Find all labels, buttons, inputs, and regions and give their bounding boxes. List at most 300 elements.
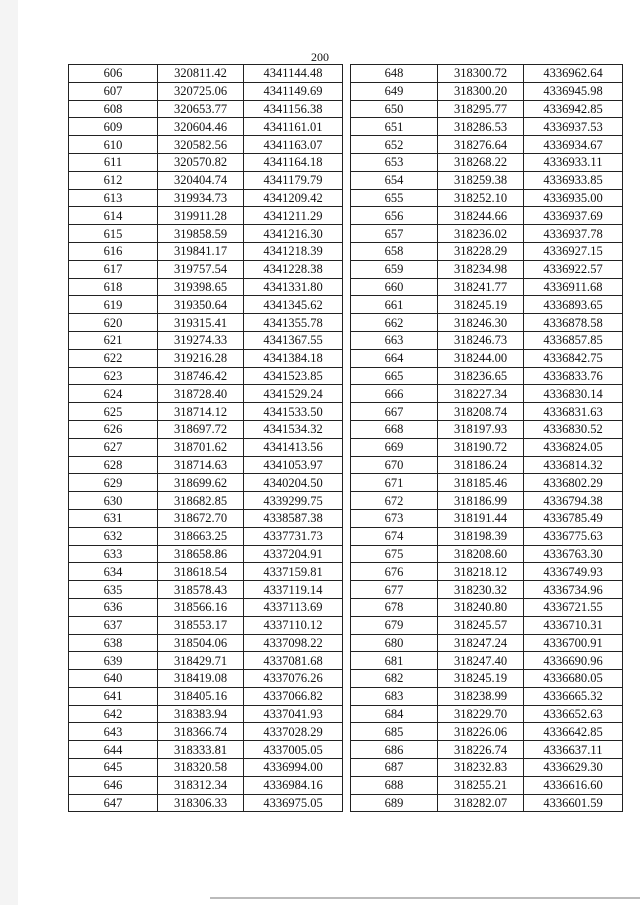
point-number-cell: 615 xyxy=(69,225,158,243)
table-row xyxy=(351,545,623,563)
y-coordinate-cell: 4336857.85 xyxy=(524,331,623,349)
table-row xyxy=(351,616,623,634)
x-coordinate-cell: 318295.77 xyxy=(438,100,524,118)
y-coordinate-cell: 4339299.75 xyxy=(244,492,343,510)
point-number-cell: 686 xyxy=(351,741,438,759)
point-number-cell: 614 xyxy=(69,207,158,225)
x-coordinate-cell: 320582.56 xyxy=(158,136,244,154)
x-coordinate-cell: 318663.25 xyxy=(158,527,244,545)
x-coordinate-cell: 319911.28 xyxy=(158,207,244,225)
point-number-cell: 632 xyxy=(69,527,158,545)
table-row xyxy=(351,100,623,118)
table-row xyxy=(351,314,623,332)
point-number-cell: 617 xyxy=(69,260,158,278)
point-number-cell: 683 xyxy=(351,687,438,705)
x-coordinate-cell: 318699.62 xyxy=(158,474,244,492)
y-coordinate-cell: 4336749.93 xyxy=(524,563,623,581)
y-coordinate-cell: 4336962.64 xyxy=(524,65,623,83)
table-row xyxy=(351,474,623,492)
point-number-cell: 678 xyxy=(351,598,438,616)
y-coordinate-cell: 4336775.63 xyxy=(524,527,623,545)
y-coordinate-cell: 4336700.91 xyxy=(524,634,623,652)
x-coordinate-cell: 318247.24 xyxy=(438,634,524,652)
table-row xyxy=(69,349,343,367)
table-row xyxy=(351,420,623,438)
table-row xyxy=(69,171,343,189)
point-number-cell: 618 xyxy=(69,278,158,296)
table-row xyxy=(351,385,623,403)
x-coordinate-cell: 318232.83 xyxy=(438,759,524,777)
y-coordinate-cell: 4336710.31 xyxy=(524,616,623,634)
point-number-cell: 645 xyxy=(69,759,158,777)
y-coordinate-cell: 4341149.69 xyxy=(244,82,343,100)
table-row xyxy=(69,598,343,616)
y-coordinate-cell: 4341331.80 xyxy=(244,278,343,296)
x-coordinate-cell: 318245.57 xyxy=(438,616,524,634)
point-number-cell: 670 xyxy=(351,456,438,474)
x-coordinate-cell: 318218.12 xyxy=(438,563,524,581)
table-row xyxy=(69,65,343,83)
point-number-cell: 631 xyxy=(69,509,158,527)
point-number-cell: 659 xyxy=(351,260,438,278)
x-coordinate-cell: 318186.99 xyxy=(438,492,524,510)
point-number-cell: 649 xyxy=(351,82,438,100)
table-row xyxy=(69,527,343,545)
x-coordinate-cell: 318300.20 xyxy=(438,82,524,100)
y-coordinate-cell: 4336831.63 xyxy=(524,403,623,421)
x-coordinate-cell: 319398.65 xyxy=(158,278,244,296)
x-coordinate-cell: 318208.74 xyxy=(438,403,524,421)
y-coordinate-cell: 4336830.14 xyxy=(524,385,623,403)
x-coordinate-cell: 318244.00 xyxy=(438,349,524,367)
x-coordinate-cell: 318208.60 xyxy=(438,545,524,563)
y-coordinate-cell: 4336945.98 xyxy=(524,82,623,100)
table-row xyxy=(69,670,343,688)
x-coordinate-cell: 318226.74 xyxy=(438,741,524,759)
y-coordinate-cell: 4337041.93 xyxy=(244,705,343,723)
y-coordinate-cell: 4337076.26 xyxy=(244,670,343,688)
table-row xyxy=(69,634,343,652)
point-number-cell: 657 xyxy=(351,225,438,243)
y-coordinate-cell: 4336842.75 xyxy=(524,349,623,367)
point-number-cell: 635 xyxy=(69,581,158,599)
x-coordinate-cell: 318190.72 xyxy=(438,438,524,456)
right-table-wrapper xyxy=(350,64,623,812)
y-coordinate-cell: 4341211.29 xyxy=(244,207,343,225)
point-number-cell: 627 xyxy=(69,438,158,456)
table-row xyxy=(69,581,343,599)
point-number-cell: 647 xyxy=(69,794,158,812)
y-coordinate-cell: 4336690.96 xyxy=(524,652,623,670)
point-number-cell: 653 xyxy=(351,153,438,171)
point-number-cell: 624 xyxy=(69,385,158,403)
point-number-cell: 609 xyxy=(69,118,158,136)
table-row xyxy=(69,189,343,207)
x-coordinate-cell: 318300.72 xyxy=(438,65,524,83)
x-coordinate-cell: 318236.65 xyxy=(438,367,524,385)
y-coordinate-cell: 4336975.05 xyxy=(244,794,343,812)
point-number-cell: 665 xyxy=(351,367,438,385)
table-row xyxy=(69,563,343,581)
point-number-cell: 679 xyxy=(351,616,438,634)
point-number-cell: 648 xyxy=(351,65,438,83)
x-coordinate-cell: 318229.70 xyxy=(438,705,524,723)
table-row xyxy=(351,242,623,260)
table-row xyxy=(351,670,623,688)
y-coordinate-cell: 4337113.69 xyxy=(244,598,343,616)
coordinate-tables xyxy=(68,64,623,812)
point-number-cell: 644 xyxy=(69,741,158,759)
table-row xyxy=(69,687,343,705)
point-number-cell: 621 xyxy=(69,331,158,349)
table-row xyxy=(351,492,623,510)
table-row xyxy=(69,474,343,492)
x-coordinate-cell: 318504.06 xyxy=(158,634,244,652)
table-row xyxy=(351,296,623,314)
table-row xyxy=(351,278,623,296)
x-coordinate-cell: 320725.06 xyxy=(158,82,244,100)
y-coordinate-cell: 4341413.56 xyxy=(244,438,343,456)
x-coordinate-cell: 318191.44 xyxy=(438,509,524,527)
y-coordinate-cell: 4341384.18 xyxy=(244,349,343,367)
point-number-cell: 646 xyxy=(69,776,158,794)
table-row xyxy=(69,278,343,296)
table-row xyxy=(351,367,623,385)
x-coordinate-cell: 318185.46 xyxy=(438,474,524,492)
table-row xyxy=(69,242,343,260)
table-row xyxy=(69,403,343,421)
y-coordinate-cell: 4337204.91 xyxy=(244,545,343,563)
point-number-cell: 666 xyxy=(351,385,438,403)
x-coordinate-cell: 318245.19 xyxy=(438,296,524,314)
point-number-cell: 660 xyxy=(351,278,438,296)
point-number-cell: 607 xyxy=(69,82,158,100)
point-number-cell: 623 xyxy=(69,367,158,385)
page-number: 200 xyxy=(311,50,329,64)
table-row xyxy=(351,225,623,243)
x-coordinate-cell: 318227.34 xyxy=(438,385,524,403)
x-coordinate-cell: 318198.39 xyxy=(438,527,524,545)
x-coordinate-cell: 319934.73 xyxy=(158,189,244,207)
y-coordinate-cell: 4337731.73 xyxy=(244,527,343,545)
y-coordinate-cell: 4341523.85 xyxy=(244,367,343,385)
x-coordinate-cell: 320811.42 xyxy=(158,65,244,83)
table-row xyxy=(69,741,343,759)
x-coordinate-cell: 318429.71 xyxy=(158,652,244,670)
right-coordinate-table xyxy=(350,64,623,812)
x-coordinate-cell: 318230.32 xyxy=(438,581,524,599)
point-number-cell: 668 xyxy=(351,420,438,438)
x-coordinate-cell: 318658.86 xyxy=(158,545,244,563)
y-coordinate-cell: 4337066.82 xyxy=(244,687,343,705)
x-coordinate-cell: 318197.93 xyxy=(438,420,524,438)
table-row xyxy=(351,794,623,812)
y-coordinate-cell: 4336814.32 xyxy=(524,456,623,474)
y-coordinate-cell: 4336794.38 xyxy=(524,492,623,510)
y-coordinate-cell: 4336721.55 xyxy=(524,598,623,616)
x-coordinate-cell: 318405.16 xyxy=(158,687,244,705)
table-row xyxy=(69,136,343,154)
y-coordinate-cell: 4341144.48 xyxy=(244,65,343,83)
y-coordinate-cell: 4341156.38 xyxy=(244,100,343,118)
x-coordinate-cell: 319315.41 xyxy=(158,314,244,332)
point-number-cell: 608 xyxy=(69,100,158,118)
table-row xyxy=(69,296,343,314)
y-coordinate-cell: 4336802.29 xyxy=(524,474,623,492)
point-number-cell: 639 xyxy=(69,652,158,670)
x-coordinate-cell: 318246.73 xyxy=(438,331,524,349)
point-number-cell: 671 xyxy=(351,474,438,492)
y-coordinate-cell: 4341164.18 xyxy=(244,153,343,171)
table-row xyxy=(351,723,623,741)
y-coordinate-cell: 4336833.76 xyxy=(524,367,623,385)
table-row xyxy=(351,438,623,456)
x-coordinate-cell: 318333.81 xyxy=(158,741,244,759)
y-coordinate-cell: 4341529.24 xyxy=(244,385,343,403)
table-row xyxy=(351,527,623,545)
x-coordinate-cell: 320404.74 xyxy=(158,171,244,189)
point-number-cell: 620 xyxy=(69,314,158,332)
y-coordinate-cell: 4337110.12 xyxy=(244,616,343,634)
table-row xyxy=(351,634,623,652)
point-number-cell: 651 xyxy=(351,118,438,136)
point-number-cell: 634 xyxy=(69,563,158,581)
x-coordinate-cell: 318566.16 xyxy=(158,598,244,616)
table-row xyxy=(69,723,343,741)
point-number-cell: 663 xyxy=(351,331,438,349)
x-coordinate-cell: 318276.64 xyxy=(438,136,524,154)
y-coordinate-cell: 4336937.69 xyxy=(524,207,623,225)
table-row xyxy=(351,153,623,171)
point-number-cell: 606 xyxy=(69,65,158,83)
y-coordinate-cell: 4341209.42 xyxy=(244,189,343,207)
x-coordinate-cell: 318746.42 xyxy=(158,367,244,385)
x-coordinate-cell: 320653.77 xyxy=(158,100,244,118)
y-coordinate-cell: 4341216.30 xyxy=(244,225,343,243)
point-number-cell: 687 xyxy=(351,759,438,777)
x-coordinate-cell: 318578.43 xyxy=(158,581,244,599)
y-coordinate-cell: 4336652.63 xyxy=(524,705,623,723)
table-row xyxy=(351,705,623,723)
table-row xyxy=(351,776,623,794)
x-coordinate-cell: 318682.85 xyxy=(158,492,244,510)
point-number-cell: 629 xyxy=(69,474,158,492)
x-coordinate-cell: 318366.74 xyxy=(158,723,244,741)
point-number-cell: 688 xyxy=(351,776,438,794)
point-number-cell: 656 xyxy=(351,207,438,225)
point-number-cell: 613 xyxy=(69,189,158,207)
x-coordinate-cell: 318672.70 xyxy=(158,509,244,527)
table-row xyxy=(69,509,343,527)
point-number-cell: 667 xyxy=(351,403,438,421)
x-coordinate-cell: 318697.72 xyxy=(158,420,244,438)
point-number-cell: 636 xyxy=(69,598,158,616)
y-coordinate-cell: 4336911.68 xyxy=(524,278,623,296)
y-coordinate-cell: 4337159.81 xyxy=(244,563,343,581)
table-row xyxy=(351,759,623,777)
point-number-cell: 661 xyxy=(351,296,438,314)
point-number-cell: 685 xyxy=(351,723,438,741)
y-coordinate-cell: 4336601.59 xyxy=(524,794,623,812)
point-number-cell: 633 xyxy=(69,545,158,563)
point-number-cell: 652 xyxy=(351,136,438,154)
table-row xyxy=(351,687,623,705)
table-row xyxy=(351,598,623,616)
x-coordinate-cell: 318252.10 xyxy=(438,189,524,207)
y-coordinate-cell: 4336937.53 xyxy=(524,118,623,136)
y-coordinate-cell: 4336934.67 xyxy=(524,136,623,154)
y-coordinate-cell: 4336616.60 xyxy=(524,776,623,794)
x-coordinate-cell: 319350.64 xyxy=(158,296,244,314)
x-coordinate-cell: 318419.08 xyxy=(158,670,244,688)
y-coordinate-cell: 4336734.96 xyxy=(524,581,623,599)
point-number-cell: 611 xyxy=(69,153,158,171)
y-coordinate-cell: 4336935.00 xyxy=(524,189,623,207)
x-coordinate-cell: 318240.80 xyxy=(438,598,524,616)
table-row xyxy=(69,492,343,510)
table-row xyxy=(351,741,623,759)
x-coordinate-cell: 318728.40 xyxy=(158,385,244,403)
table-row xyxy=(69,118,343,136)
table-row xyxy=(69,616,343,634)
point-number-cell: 650 xyxy=(351,100,438,118)
y-coordinate-cell: 4336637.11 xyxy=(524,741,623,759)
x-coordinate-cell: 318618.54 xyxy=(158,563,244,581)
point-number-cell: 672 xyxy=(351,492,438,510)
y-coordinate-cell: 4336830.52 xyxy=(524,420,623,438)
table-row xyxy=(351,65,623,83)
y-coordinate-cell: 4336933.11 xyxy=(524,153,623,171)
x-coordinate-cell: 319858.59 xyxy=(158,225,244,243)
point-number-cell: 680 xyxy=(351,634,438,652)
x-coordinate-cell: 320570.82 xyxy=(158,153,244,171)
point-number-cell: 630 xyxy=(69,492,158,510)
x-coordinate-cell: 319274.33 xyxy=(158,331,244,349)
x-coordinate-cell: 318241.77 xyxy=(438,278,524,296)
y-coordinate-cell: 4336922.57 xyxy=(524,260,623,278)
table-row xyxy=(351,581,623,599)
y-coordinate-cell: 4341355.78 xyxy=(244,314,343,332)
point-number-cell: 641 xyxy=(69,687,158,705)
y-coordinate-cell: 4336629.30 xyxy=(524,759,623,777)
point-number-cell: 619 xyxy=(69,296,158,314)
y-coordinate-cell: 4336927.15 xyxy=(524,242,623,260)
table-row xyxy=(69,153,343,171)
x-coordinate-cell: 318383.94 xyxy=(158,705,244,723)
x-coordinate-cell: 318228.29 xyxy=(438,242,524,260)
point-number-cell: 673 xyxy=(351,509,438,527)
x-coordinate-cell: 318238.99 xyxy=(438,687,524,705)
table-row xyxy=(69,100,343,118)
table-row xyxy=(69,225,343,243)
left-table-wrapper xyxy=(68,64,343,812)
y-coordinate-cell: 4336937.78 xyxy=(524,225,623,243)
point-number-cell: 638 xyxy=(69,634,158,652)
x-coordinate-cell: 318244.66 xyxy=(438,207,524,225)
point-number-cell: 689 xyxy=(351,794,438,812)
table-row xyxy=(69,82,343,100)
point-number-cell: 654 xyxy=(351,171,438,189)
x-coordinate-cell: 318553.17 xyxy=(158,616,244,634)
table-row xyxy=(351,189,623,207)
y-coordinate-cell: 4336942.85 xyxy=(524,100,623,118)
x-coordinate-cell: 318320.58 xyxy=(158,759,244,777)
y-coordinate-cell: 4337028.29 xyxy=(244,723,343,741)
y-coordinate-cell: 4341534.32 xyxy=(244,420,343,438)
point-number-cell: 622 xyxy=(69,349,158,367)
y-coordinate-cell: 4336984.16 xyxy=(244,776,343,794)
x-coordinate-cell: 318306.33 xyxy=(158,794,244,812)
point-number-cell: 642 xyxy=(69,705,158,723)
y-coordinate-cell: 4341345.62 xyxy=(244,296,343,314)
point-number-cell: 681 xyxy=(351,652,438,670)
y-coordinate-cell: 4340204.50 xyxy=(244,474,343,492)
table-row xyxy=(69,794,343,812)
y-coordinate-cell: 4336893.65 xyxy=(524,296,623,314)
x-coordinate-cell: 318714.63 xyxy=(158,456,244,474)
y-coordinate-cell: 4341228.38 xyxy=(244,260,343,278)
table-row xyxy=(69,367,343,385)
point-number-cell: 616 xyxy=(69,242,158,260)
scan-edge xyxy=(0,0,18,905)
point-number-cell: 640 xyxy=(69,670,158,688)
point-number-cell: 684 xyxy=(351,705,438,723)
y-coordinate-cell: 4336665.32 xyxy=(524,687,623,705)
table-row xyxy=(351,207,623,225)
scan-bottom-line xyxy=(210,897,640,899)
y-coordinate-cell: 4341218.39 xyxy=(244,242,343,260)
x-coordinate-cell: 318236.02 xyxy=(438,225,524,243)
table-row xyxy=(69,456,343,474)
table-row xyxy=(351,118,623,136)
table-row xyxy=(69,438,343,456)
table-row xyxy=(69,776,343,794)
point-number-cell: 658 xyxy=(351,242,438,260)
y-coordinate-cell: 4341179.79 xyxy=(244,171,343,189)
y-coordinate-cell: 4337119.14 xyxy=(244,581,343,599)
y-coordinate-cell: 4341367.55 xyxy=(244,331,343,349)
table-row xyxy=(69,331,343,349)
table-row xyxy=(351,260,623,278)
table-row xyxy=(69,207,343,225)
x-coordinate-cell: 318226.06 xyxy=(438,723,524,741)
point-number-cell: 662 xyxy=(351,314,438,332)
point-number-cell: 675 xyxy=(351,545,438,563)
table-row xyxy=(69,420,343,438)
y-coordinate-cell: 4336878.58 xyxy=(524,314,623,332)
table-row xyxy=(351,509,623,527)
table-row xyxy=(351,652,623,670)
table-row xyxy=(351,563,623,581)
table-row xyxy=(351,82,623,100)
point-number-cell: 669 xyxy=(351,438,438,456)
y-coordinate-cell: 4336642.85 xyxy=(524,723,623,741)
table-row xyxy=(351,349,623,367)
x-coordinate-cell: 318714.12 xyxy=(158,403,244,421)
table-row xyxy=(351,403,623,421)
y-coordinate-cell: 4338587.38 xyxy=(244,509,343,527)
table-row xyxy=(69,652,343,670)
table-row xyxy=(69,705,343,723)
y-coordinate-cell: 4336994.00 xyxy=(244,759,343,777)
y-coordinate-cell: 4336763.30 xyxy=(524,545,623,563)
x-coordinate-cell: 318186.24 xyxy=(438,456,524,474)
table-row xyxy=(351,136,623,154)
x-coordinate-cell: 318282.07 xyxy=(438,794,524,812)
table-row xyxy=(69,385,343,403)
y-coordinate-cell: 4336785.49 xyxy=(524,509,623,527)
table-row xyxy=(351,171,623,189)
